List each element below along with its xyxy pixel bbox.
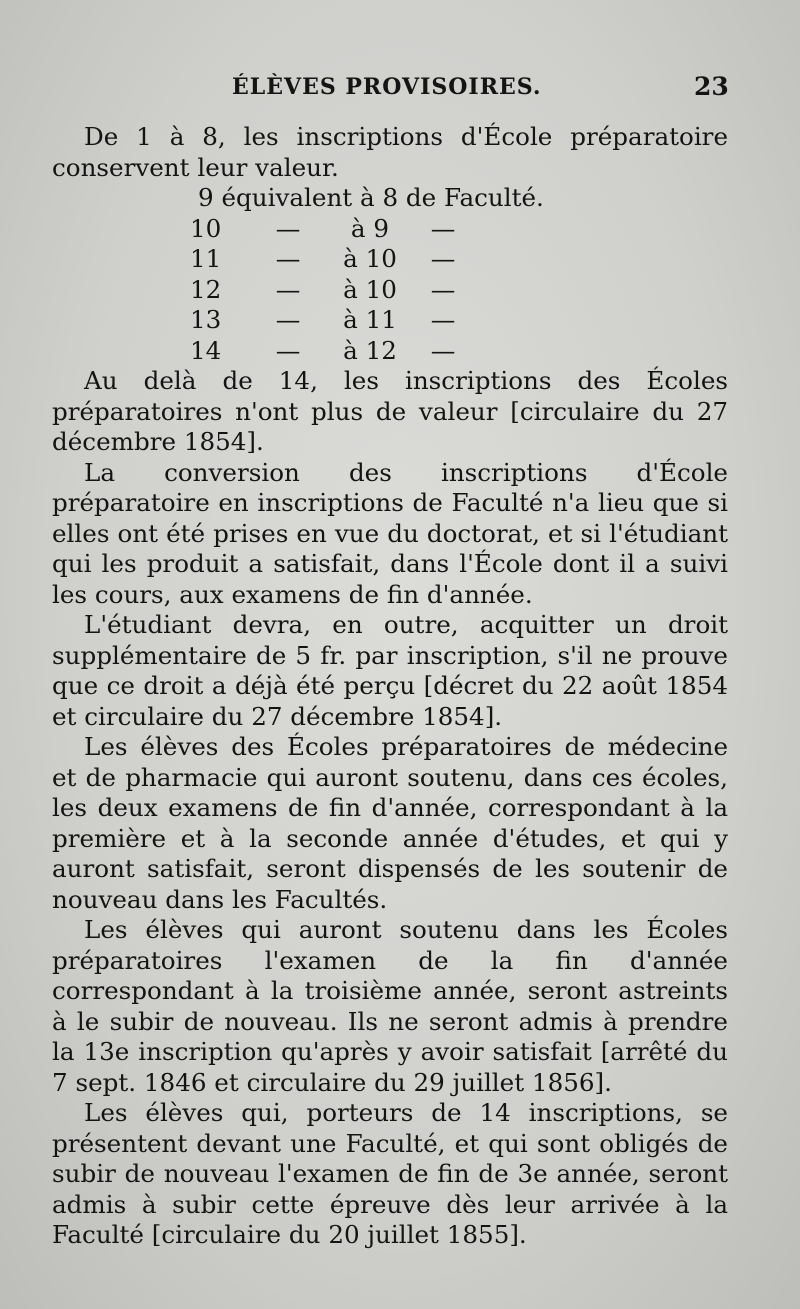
conversion-dash: — — [275, 244, 301, 273]
running-title: ÉLÈVES PROVISOIRES. — [232, 74, 542, 100]
conversion-to: à 10 — [343, 274, 397, 304]
conversion-end: — — [430, 335, 456, 365]
conversion-row — [52, 275, 728, 306]
conversion-dash: — — [275, 335, 301, 365]
paragraph: Les élèves des Écoles préparatoires de médecine et de pharmacie qui auront soutenu, dans ces écoles, les deux examens de fin d'année, correspondant à la première et à la seconde année d'études, et qui y auront satisfait, seront dispensés de les soutenir de nouveau dans les Facultés. — [52, 732, 728, 914]
paragraph: Les élèves qui auront soutenu dans les Écoles préparatoires l'examen de la fin d'année correspondant à la troisième année, seront astreints à le subir de nouveau. Ils ne seront admis à prendre la 13e inscription qu'après y avoir satisfait [arrêté du 7 sept. 1846 et circulaire du 29 juillet 1856]. — [52, 915, 728, 1097]
conversion-end: — — [430, 244, 456, 273]
conversion-to: à 9 — [350, 213, 390, 243]
conversion-dash: — — [275, 213, 301, 243]
paragraph: Au delà de 14, les inscriptions des Écoles préparatoires n'ont plus de valeur [circulaire du 27 décembre 1854]. — [52, 366, 728, 456]
conversion-to: à 11 — [343, 305, 397, 334]
conversion-to: à 10 — [343, 244, 397, 273]
conversion-dash: — — [275, 274, 301, 304]
conversion-to: à 12 — [343, 335, 397, 365]
conversion-row — [52, 305, 728, 336]
conversion-from: 13 — [190, 305, 222, 334]
paragraph: La conversion des inscriptions d'École préparatoire en inscriptions de Faculté n'a lieu que si elles ont été prises en vue du doctorat, et si l'étudiant qui les produit a satisfait, dans l'École dont il a suivi les cours, aux examens de fin d'année. — [52, 457, 728, 609]
page-number: 23 — [694, 72, 729, 101]
paragraph: Les élèves qui, porteurs de 14 inscriptions, se présentent devant une Faculté, et qui sont obligés de subir de nouveau l'examen de fin de 3e année, seront admis à subir cette épreuve dès leur arrivée à la Faculté [circulaire du 20 juillet 1855]. — [52, 1098, 728, 1249]
conversion-end: — — [430, 274, 456, 304]
conversion-from: 10 — [190, 213, 222, 243]
conversion-table — [52, 183, 728, 366]
conversion-dash: — — [275, 305, 301, 334]
conversion-row — [52, 244, 728, 275]
paragraph-intro: De 1 à 8, les inscriptions d'École préparatoire conservent leur valeur. — [52, 122, 728, 182]
conversion-first-line: 9 équivalent à 8 de Faculté. — [198, 183, 544, 212]
page-header — [0, 74, 800, 108]
page-body — [52, 122, 728, 1251]
conversion-from: 11 — [190, 244, 222, 273]
conversion-from: 12 — [190, 274, 222, 304]
conversion-end: — — [430, 213, 456, 243]
conversion-end: — — [430, 305, 456, 334]
conversion-row — [52, 214, 728, 245]
paragraph: L'étudiant devra, en outre, acquitter un droit supplémentaire de 5 fr. par inscription, s'il ne prouve que ce droit a déjà été perçu [décret du 22 août 1854 et circulaire du 27 décembre 1854]. — [52, 610, 728, 731]
conversion-from: 14 — [190, 335, 222, 365]
conversion-row — [52, 336, 728, 367]
